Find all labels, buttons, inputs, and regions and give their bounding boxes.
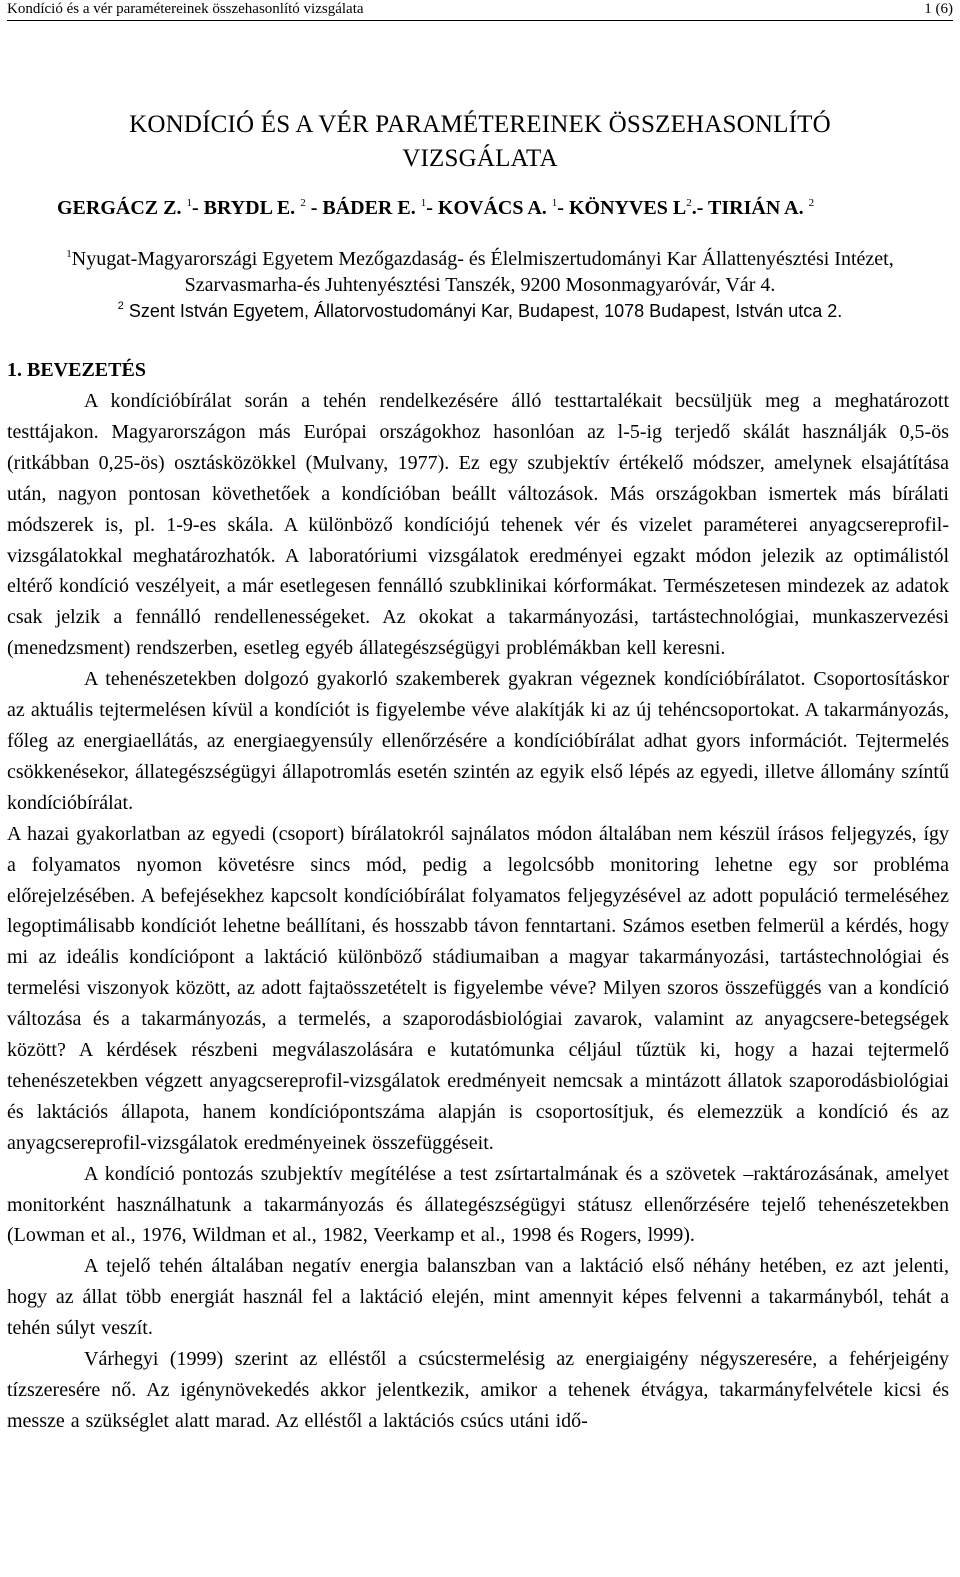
affiliation-mark: 2 <box>808 197 815 209</box>
running-header <box>7 0 953 21</box>
paragraph: A tehenészetekben dolgozó gyakorló szakemberek gyakran végeznek kondícióbírálatot. Csoportosításkor az aktuális tejtermelésen kívül a kondíciót is figyelembe véve alakítják ki az új tehéncsoportokat. A takarmányozás, főleg az energiaellátás, az energiaegyensúly ellenőrzésére a kondícióbírálat adhat gyors információt. Tejtermelés csökkenésekor, állategészségügyi állapotromlás esetén szintén az egyik első lépés az egyedi, illetve állomány színtű kondícióbírálat. <box>7 668 949 814</box>
paper-title-line-1: KONDÍCIÓ ÉS A VÉR PARAMÉTEREINEK ÖSSZEHASONLÍTÓ <box>129 111 831 138</box>
author-list <box>57 196 937 220</box>
paper-title <box>0 108 960 176</box>
affiliation-2: $^2$ Szent István Egyetem, Állatorvostudományi Kar, Budapest, 1078 Budapest, István utca 2. <box>117 300 843 321</box>
author: TIRIÁN A. $^2$ <box>708 197 815 219</box>
affiliation-1-cont: Szarvasmarha-és Juhtenyésztési Tanszék, 9200 Mosonmagyaróvár, Vár 4. <box>184 274 776 296</box>
author: KÖNYVES $L^2.-$ <box>568 197 709 219</box>
running-title: Kondíció és a vér paramétereinek összehasonlító vizsgálata <box>7 1 364 17</box>
paper-title-line-2: VIZSGÁLATA <box>402 145 558 172</box>
paragraph: A kondíció pontozás szubjektív megítélése a test zsírtartalmának és a szövetek –raktározásának, amelyet monitorként használhatunk a takarmányozás és állategészségügyi státusz ellenőrzésére tejelő tehenészetekben (Lowman et al., 1976, Wildman et al., 1982, Veerkamp et al., 1998 és Rogers, l999). <box>7 1162 949 1247</box>
section-body <box>7 386 949 1437</box>
affiliation-1: $^1$Nyugat-Magyarországi Egyetem Mezőgazdaság- és Élelmiszertudományi Kar Állattenyésztési Intézet, <box>66 248 894 270</box>
page-number: 1 (6) <box>924 1 953 17</box>
affiliation-mark: 1 <box>420 197 427 209</box>
author: KOVÁCS A. $^1$- <box>437 197 569 219</box>
author: BRYDL E. $^2$ - <box>203 197 323 219</box>
paragraph: A kondícióbírálat során a tehén rendelkezésére álló testtartalékait becsüljük meg a meghatározott testtájakon. Magyarországon más Európai országokhoz hasonlóan az l-5-ig terjedő skálát használják 0,5-ös (ritkábban 0,25-ös) osztásközökkel (Mulvany, 1977). Ez egy szubjektív értékelő módszer, amelynek elsajátítása után, nagyon pontosan követhetőek a kondícióban beállt változások. Más országokban ismertek más bírálati módszerek is, pl. 1-9-es skála. A különböző kondíciójú tehenek vér és vizelet paraméterei anyagcsereprofil-vizsgálatokkal meghatározhatók. A laboratóriumi vizsgálatok eredményei egzakt módon jelezik az optimálistól eltérő kondíció veszélyeit, a már esetlegesen fennálló szubklinikai kórformákat. Természetesen mindezek az adatok csak jelzik a fennálló rendellenességeket. Az okokat a takarmányozási, tartástechnológiai, munkaszervezési (menedzsment) rendszerben, esetleg egyéb állategészségügyi problémákban kell keresni. <box>7 390 949 660</box>
author: BÁDER E. $^1$- <box>322 197 438 219</box>
paragraph: A hazai gyakorlatban az egyedi (csoport) bírálatokról sajnálatos módon általában nem készül írásos feljegyzés, így a folyamatos nyomon követésre sincs mód, pedig a legolcsóbb monitoring lehetne egy sor probléma előrejelzésében. A befejésekhez kapcsolt kondícióbírálat folyamatos feljegyzésével az adott populáció termeléséhez legoptimálisabb kondíciót lehetne beállítani, és hosszabb távon fenntartani. Számos esetben felmerül a kérdés, hogy mi az ideális kondíciópont a laktáció különböző stádiumaiban a magyar takarmányozási, tartástechnológiai és termelési viszonyok között, az adott fajtaösszetételt is figyelembe véve? Milyen szoros összefüggés van a kondíció változása és a takarmányozás, a termelés, a szaporodásbiológiai zavarok, valamint az anyagcsere-betegségek között? A kérdések részbeni megválaszolására e kutatómunka céljául tűztük ki, hogy a hazai tejtermelő tehenészetekben végzett anyagcsereprofil-vizsgálatok eredményeit nemcsak a mintázott állatok szaporodásbiológiai és laktációs állapota, hanem kondíciópontszáma alapján is csoportosítjuk, és elemezzük a kondíció és az anyagcsereprofil-vizsgálatok eredményeinek összefüggéseit. <box>7 822 949 1154</box>
affiliations <box>7 246 953 324</box>
affiliation-mark: 2 <box>686 197 692 209</box>
paragraph: A tejelő tehén általában negatív energia balanszban van a laktáció első néhány hetében, ez azt jelenti, hogy az állat több energiát használ fel a laktáció elején, mint amennyit képes felvenni a takarmányból, tehát a tehén súlyt veszít. <box>7 1255 949 1340</box>
author: GERGÁCZ Z. $^1$- <box>57 197 204 219</box>
affiliation-mark: 1 <box>551 197 558 209</box>
affiliation-mark: 1 <box>186 197 192 209</box>
affiliation-mark: 2 <box>300 197 306 209</box>
section-heading: 1. BEVEZETÉS <box>7 359 146 381</box>
paragraph: Várhegyi (1999) szerint az elléstől a csúcstermelésig az energiaigény négyszeresére, a fehérjeigény tízszeresére nő. Az igénynövekedés akkor jelentkezik, amikor a tehenek étvágya, takarmányfelvétele kicsi és messze a szükséglet alatt marad. Az elléstől a laktációs csúcs utáni idő- <box>7 1348 949 1432</box>
